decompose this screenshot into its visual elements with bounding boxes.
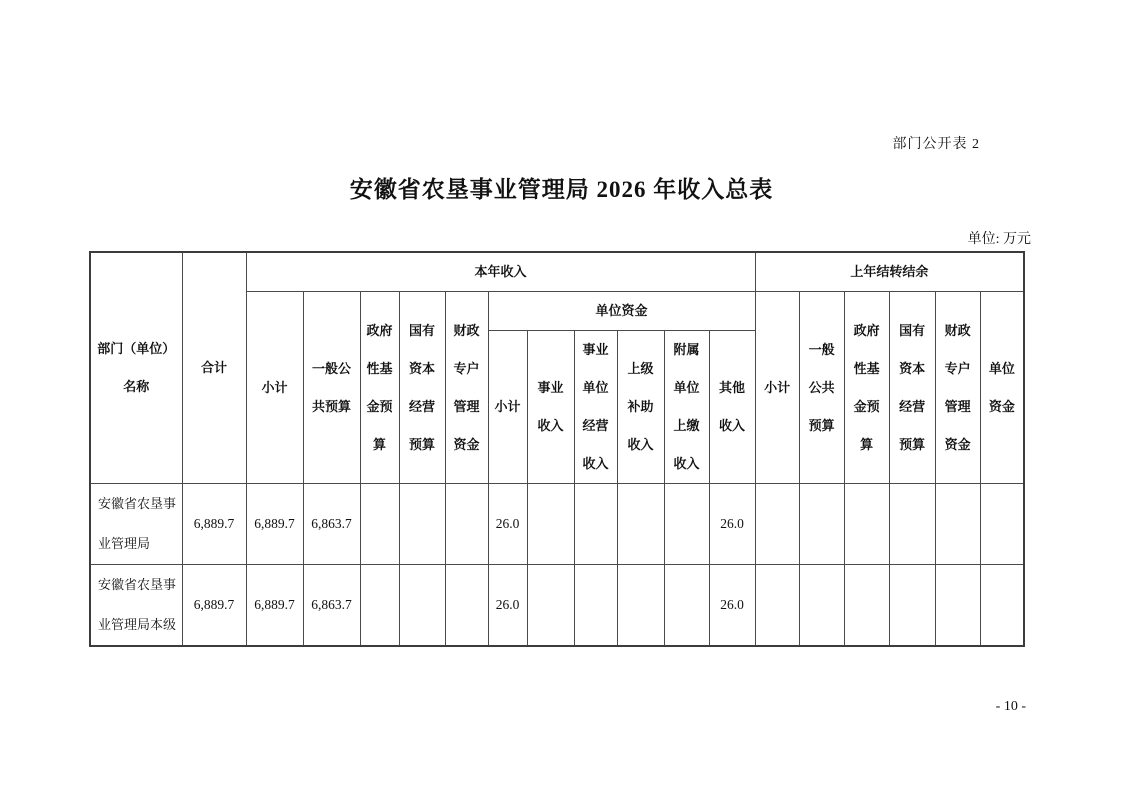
table-row [90,484,1024,565]
header-cy-general-public-budget: 一般公 共预算 [303,292,360,484]
cell-cy-subtotal: 6,889.7 [246,565,303,647]
cell-co-subtotal [755,484,799,565]
header-uf-business-income: 事业 收入 [527,331,574,484]
cell-uf-operating-income [574,565,617,647]
cell-cy-state-capital-budget [399,484,445,565]
cell-cy-govt-fund-budget [360,484,399,565]
cell-co-subtotal [755,565,799,647]
cell-uf-operating-income [574,484,617,565]
page-number: - 10 - [995,699,1026,714]
header-uf-other-income: 其他 收入 [709,331,755,484]
cell-co-govt-fund-budget [844,484,889,565]
cell-co-state-capital-budget [889,484,935,565]
cell-co-unit-funds [980,565,1024,647]
cell-co-general-public-budget [799,484,844,565]
header-co-state-capital-budget: 国有 资本 经营 预算 [889,292,935,484]
unit-label: 单位: 万元 [967,232,1031,247]
cell-dept-name: 安徽省农垦事 业管理局 [90,484,182,565]
header-uf-subtotal: 小计 [488,331,527,484]
corner-label: 部门公开表 2 [892,137,980,152]
header-current-year-income: 本年收入 [246,252,755,292]
cell-cy-govt-fund-budget [360,565,399,647]
cell-uf-subtotal: 26.0 [488,484,527,565]
cell-cy-state-capital-budget [399,565,445,647]
cell-uf-affiliated-remit-income [664,484,709,565]
cell-uf-business-income [527,565,574,647]
header-co-unit-funds: 单位 资金 [980,292,1024,484]
cell-uf-other-income: 26.0 [709,484,755,565]
header-cy-subtotal: 小计 [246,292,303,484]
header-uf-affiliated-remit-income: 附属 单位 上缴 收入 [664,331,709,484]
cell-co-fiscal-account-funds [935,484,980,565]
cell-co-state-capital-budget [889,565,935,647]
cell-uf-other-income: 26.0 [709,565,755,647]
cell-uf-subtotal: 26.0 [488,565,527,647]
header-cy-govt-fund-budget: 政府 性基 金预 算 [360,292,399,484]
cell-cy-fiscal-account-funds [445,484,488,565]
page-title: 安徽省农垦事业管理局 2026 年收入总表 [349,177,774,202]
cell-uf-superior-subsidy-income [617,484,664,565]
header-unit-funds-group: 单位资金 [488,292,755,331]
header-carryover-balance: 上年结转结余 [755,252,1024,292]
cell-uf-superior-subsidy-income [617,565,664,647]
header-dept-name: 部门（单位） 名称 [90,252,182,484]
header-co-general-public-budget: 一般 公共 预算 [799,292,844,484]
cell-dept-name: 安徽省农垦事 业管理局本级 [90,565,182,647]
header-co-govt-fund-budget: 政府 性基 金预 算 [844,292,889,484]
header-cy-fiscal-account-funds: 财政 专户 管理 资金 [445,292,488,484]
cell-cy-general-public-budget: 6,863.7 [303,484,360,565]
cell-uf-business-income [527,484,574,565]
header-total: 合计 [182,252,246,484]
cell-cy-general-public-budget: 6,863.7 [303,565,360,647]
cell-co-fiscal-account-funds [935,565,980,647]
cell-total: 6,889.7 [182,565,246,647]
header-co-fiscal-account-funds: 财政 专户 管理 资金 [935,292,980,484]
cell-cy-subtotal: 6,889.7 [246,484,303,565]
header-cy-state-capital-budget: 国有 资本 经营 预算 [399,292,445,484]
cell-total: 6,889.7 [182,484,246,565]
cell-co-govt-fund-budget [844,565,889,647]
revenue-summary-table [89,251,1025,647]
header-uf-operating-income: 事业 单位 经营 收入 [574,331,617,484]
header-uf-superior-subsidy-income: 上级 补助 收入 [617,331,664,484]
header-row-groups [90,252,1024,292]
cell-co-general-public-budget [799,565,844,647]
header-co-subtotal: 小计 [755,292,799,484]
cell-co-unit-funds [980,484,1024,565]
cell-uf-affiliated-remit-income [664,565,709,647]
table-row [90,565,1024,647]
cell-cy-fiscal-account-funds [445,565,488,647]
